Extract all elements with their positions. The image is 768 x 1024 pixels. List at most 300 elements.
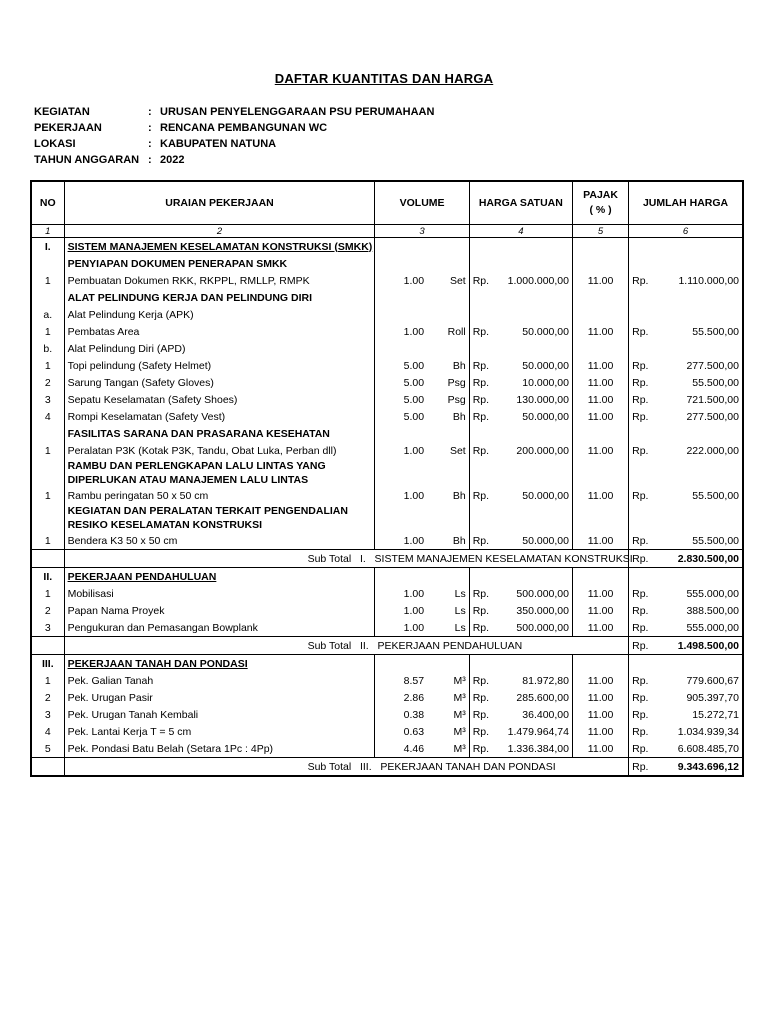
item-tax: 11.00 [572,487,628,504]
col-number: 3 [375,225,469,238]
currency-label: Rp. [632,489,649,502]
tax-cell [572,655,628,673]
price-cell [486,340,572,357]
item-description: Topi pelindung (Safety Helmet) [64,357,375,374]
item-unit: M³ [427,723,469,740]
item-number: 2 [31,689,64,706]
currency-label: Rp. [472,359,490,372]
section-title: PEKERJAAN PENDAHULUAN [64,568,375,586]
volume-cell [375,459,427,487]
item-volume: 5.00 [403,393,425,406]
item-unit: Set [427,442,469,459]
section-title: PEKERJAAN TANAH DAN PONDASI [64,655,375,673]
currency-label: Rp. [472,708,490,721]
currency-label: Rp. [632,376,649,389]
item-volume: 1.00 [403,489,425,502]
currency-cell [629,655,648,673]
item-description: Sepatu Keselamatan (Safety Shoes) [64,391,375,408]
subtotal-text: Sub Total [307,760,352,773]
tax-cell [572,289,628,306]
subtotal-amount: 2.830.500,00 [648,550,743,568]
item-row [31,672,743,689]
subtotal-amount: 1.498.500,00 [648,637,743,655]
item-unit: Bh [427,357,469,374]
item-tax: 11.00 [572,706,628,723]
volume-cell [375,568,427,586]
item-unit: Psg [427,374,469,391]
volume-cell [375,340,427,357]
currency-cell [469,655,486,673]
item-tax: 11.00 [572,442,628,459]
currency-cell [629,459,648,487]
group-description: FASILITAS SARANA DAN PRASARANA KESEHATAN [64,425,375,442]
item-volume: 1.00 [403,621,425,634]
currency-label: Rp. [632,359,649,372]
boq-table [30,180,744,777]
info-key: LOKASI [34,138,76,150]
currency-label: Rp. [472,742,490,755]
item-unit-price: 500.000,00 [486,585,572,602]
subtotal-amount: 9.343.696,12 [648,758,743,777]
volume-cell [375,306,427,323]
unit-cell [427,340,469,357]
item-description: Pek. Urugan Pasir [64,689,375,706]
item-unit: Bh [427,408,469,425]
column-number-row [31,225,743,238]
currency-cell [629,568,648,586]
item-unit-price: 50.000,00 [486,323,572,340]
item-unit: Ls [427,619,469,637]
info-colon: : [148,106,152,118]
col-number: 5 [572,225,628,238]
volume-cell [375,425,427,442]
price-cell [486,238,572,256]
volume-cell [375,255,427,272]
item-unit-price: 10.000,00 [486,374,572,391]
item-description: Rompi Keselamatan (Safety Vest) [64,408,375,425]
item-row [31,272,743,289]
item-row [31,740,743,758]
item-tax: 11.00 [572,391,628,408]
currency-cell [469,289,486,306]
header-uraian: URAIAN PEKERJAAN [64,181,375,225]
item-number: 1 [31,323,64,340]
header-no: NO [31,181,64,225]
item-unit: M³ [427,689,469,706]
currency-label: Rp. [629,758,648,777]
header-row [31,181,743,225]
subtotal-label [64,758,629,777]
tax-cell [572,504,628,532]
item-unit-price: 500.000,00 [486,619,572,637]
price-cell [486,504,572,532]
tax-cell [572,425,628,442]
group-description: Alat Pelindung Kerja (APK) [64,306,375,323]
item-row [31,602,743,619]
item-row [31,391,743,408]
currency-label: Rp. [472,393,490,406]
currency-label: Rp. [472,621,490,634]
currency-label: Rp. [632,410,649,423]
section-header-row [31,655,743,673]
item-unit-price: 50.000,00 [486,408,572,425]
item-unit-price: 1.479.964,74 [486,723,572,740]
currency-label: Rp. [472,725,490,738]
item-number: 1 [31,272,64,289]
item-description: Mobilisasi [64,585,375,602]
section-title: SISTEM MANAJEMEN KESELAMATAN KONSTRUKSI (SMKK) [64,238,375,256]
header-jumlah: JUMLAH HARGA [629,181,743,225]
total-cell [648,655,743,673]
tax-cell [572,255,628,272]
total-cell [648,306,743,323]
item-total: 721.500,00 [648,391,743,408]
currency-label: Rp. [632,691,649,704]
subtotal-row [31,550,743,568]
item-volume: 4.46 [403,742,425,755]
item-description: Sarung Tangan (Safety Gloves) [64,374,375,391]
currency-label: Rp. [632,725,649,738]
price-cell [486,655,572,673]
volume-cell [375,238,427,256]
item-volume: 1.00 [403,325,425,338]
item-unit: Bh [427,487,469,504]
info-colon: : [148,154,152,166]
currency-label: Rp. [472,325,490,338]
currency-label: Rp. [472,604,490,617]
currency-cell [629,289,648,306]
currency-label: Rp. [472,674,490,687]
item-unit: M³ [427,740,469,758]
item-tax: 11.00 [572,672,628,689]
item-volume: 5.00 [403,376,425,389]
subtotal-label [64,637,629,655]
currency-cell [469,504,486,532]
col-number: 4 [469,225,572,238]
total-cell [648,504,743,532]
item-tax: 11.00 [572,272,628,289]
item-number: b. [31,340,64,357]
item-total: 555.000,00 [648,585,743,602]
subtotal-text: Sub Total [307,552,352,565]
item-row [31,323,743,340]
unit-cell [427,655,469,673]
item-total: 15.272,71 [648,706,743,723]
item-unit: Set [427,272,469,289]
currency-cell [469,306,486,323]
item-number: 4 [31,723,64,740]
item-tax: 11.00 [572,602,628,619]
currency-label: Rp. [629,637,648,655]
subtotal-roman: I. [359,552,366,565]
currency-cell [469,238,486,256]
item-number: 1 [31,442,64,459]
item-number: 1 [31,585,64,602]
item-unit-price: 50.000,00 [486,487,572,504]
item-number: 3 [31,391,64,408]
item-number: 3 [31,619,64,637]
item-description: Pembatas Area [64,323,375,340]
currency-label: Rp. [472,534,490,547]
item-number: 2 [31,374,64,391]
info-row [34,104,434,120]
currency-cell [629,340,648,357]
price-cell [486,425,572,442]
item-total: 905.397,70 [648,689,743,706]
item-unit-price: 36.400,00 [486,706,572,723]
item-unit-price: 50.000,00 [486,357,572,374]
total-cell [648,340,743,357]
currency-label: Rp. [632,325,649,338]
item-description: Pengukuran dan Pemasangan Bowplank [64,619,375,637]
item-unit: M³ [427,672,469,689]
item-number: a. [31,306,64,323]
unit-cell [427,459,469,487]
tax-cell [572,459,628,487]
currency-label: Rp. [632,621,649,634]
item-number: 4 [31,408,64,425]
item-unit-price: 1.336.384,00 [486,740,572,758]
item-total: 1.034.939,34 [648,723,743,740]
item-number: 1 [31,532,64,550]
item-tax: 11.00 [572,619,628,637]
item-volume: 2.86 [403,691,425,704]
info-colon: : [148,122,152,134]
group-row [31,255,743,272]
section-header-row [31,238,743,256]
group-row [31,306,743,323]
info-colon: : [148,138,152,150]
item-unit-price: 81.972,80 [486,672,572,689]
item-row [31,532,743,550]
currency-cell [469,255,486,272]
item-total: 388.500,00 [648,602,743,619]
col-number: 1 [31,225,64,238]
section-header-row [31,568,743,586]
currency-cell [629,255,648,272]
currency-cell [629,306,648,323]
tax-cell [572,568,628,586]
item-total: 55.500,00 [648,323,743,340]
currency-label: Rp. [632,393,649,406]
info-value: 2022 [160,154,185,166]
currency-label: Rp. [472,274,490,287]
subtotal-roman: II. [359,639,369,652]
unit-cell [427,289,469,306]
item-volume: 1.00 [403,274,425,287]
header-pajak-label: PAJAK [583,189,618,201]
item-number: 1 [31,672,64,689]
info-key: KEGIATAN [34,106,90,118]
item-tax: 11.00 [572,408,628,425]
section-number: II. [31,568,64,586]
item-tax: 11.00 [572,740,628,758]
subtotal-name: SISTEM MANAJEMEN KESELAMATAN KONSTRUKSI [374,552,633,565]
unit-cell [427,255,469,272]
price-cell [486,568,572,586]
item-unit: Ls [427,585,469,602]
currency-cell [469,340,486,357]
currency-cell [469,425,486,442]
item-description: Rambu peringatan 50 x 50 cm [64,487,375,504]
col-number: 2 [64,225,375,238]
group-description: Alat Pelindung Diri (APD) [64,340,375,357]
item-total: 779.600,67 [648,672,743,689]
item-tax: 11.00 [572,723,628,740]
header-pajak [572,181,628,225]
subtotal-roman: III. [359,760,372,773]
section-number: I. [31,238,64,256]
header-volume: VOLUME [375,181,469,225]
info-value: URUSAN PENYELENGGARAAN PSU PERUMAHAAN [160,106,435,118]
item-number [31,504,64,532]
item-tax: 11.00 [572,323,628,340]
info-value: RENCANA PEMBANGUNAN WC [160,122,328,134]
group-description: ALAT PELINDUNG KERJA DAN PELINDUNG DIRI [64,289,375,306]
item-unit: Psg [427,391,469,408]
subtotal-blank [31,637,64,655]
item-row [31,374,743,391]
tax-cell [572,340,628,357]
info-row [34,120,434,136]
document-title: DAFTAR KUANTITAS DAN HARGA [274,71,494,86]
item-row [31,706,743,723]
item-volume: 1.00 [403,587,425,600]
item-volume: 1.00 [403,444,425,457]
currency-label: Rp. [472,587,490,600]
item-unit: Ls [427,602,469,619]
unit-cell [427,504,469,532]
item-number [31,425,64,442]
total-cell [648,568,743,586]
item-unit-price: 130.000,00 [486,391,572,408]
currency-cell [469,459,486,487]
tax-cell [572,306,628,323]
unit-cell [427,238,469,256]
price-cell [486,289,572,306]
item-number [31,255,64,272]
price-cell [486,255,572,272]
item-total: 555.000,00 [648,619,743,637]
info-value: KABUPATEN NATUNA [160,138,277,150]
currency-label: Rp. [632,587,649,600]
volume-cell [375,655,427,673]
item-volume: 0.63 [403,725,425,738]
group-description: RAMBU DAN PERLENGKAPAN LALU LINTAS YANG DIPERLUKAN ATAU MANAJEMEN LALU LINTAS [64,459,375,487]
total-cell [648,289,743,306]
unit-cell [427,425,469,442]
item-tax: 11.00 [572,374,628,391]
item-description: Pek. Galian Tanah [64,672,375,689]
item-total: 55.500,00 [648,532,743,550]
total-cell [648,425,743,442]
header-pajak-unit: ( % ) [589,204,612,216]
item-row [31,408,743,425]
item-number: 2 [31,602,64,619]
group-row [31,459,743,487]
item-volume: 5.00 [403,359,425,372]
item-tax: 11.00 [572,689,628,706]
item-number: 5 [31,740,64,758]
item-total: 222.000,00 [648,442,743,459]
group-description: KEGIATAN DAN PERALATAN TERKAIT PENGENDALIAN RESIKO KESELAMATAN KONSTRUKSI [64,504,375,532]
info-row [34,152,434,168]
item-number: 1 [31,357,64,374]
currency-label: Rp. [632,274,649,287]
item-number [31,289,64,306]
item-unit: M³ [427,706,469,723]
item-total: 6.608.485,70 [648,740,743,758]
info-key: PEKERJAAN [34,122,102,134]
currency-label: Rp. [632,674,649,687]
volume-cell [375,289,427,306]
currency-label: Rp. [472,691,490,704]
subtotal-label [64,550,633,568]
currency-cell [629,425,648,442]
item-tax: 11.00 [572,585,628,602]
group-row [31,289,743,306]
unit-cell [427,306,469,323]
item-unit: Bh [427,532,469,550]
currency-label: Rp. [632,604,649,617]
subtotal-text: Sub Total [307,639,352,652]
info-row [34,136,434,152]
item-volume: 0.38 [403,708,425,721]
currency-label: Rp. [472,489,490,502]
subtotal-row [31,758,743,777]
currency-label: Rp. [472,410,490,423]
item-description: Bendera K3 50 x 50 cm [64,532,375,550]
price-cell [486,459,572,487]
currency-label: Rp. [632,534,649,547]
item-unit: Roll [427,323,469,340]
group-row [31,504,743,532]
item-volume: 8.57 [403,674,425,687]
item-unit-price: 285.600,00 [486,689,572,706]
item-unit-price: 1.000.000,00 [486,272,572,289]
item-unit-price: 50.000,00 [486,532,572,550]
currency-label: Rp. [472,444,490,457]
item-row [31,442,743,459]
col-number: 6 [629,225,743,238]
item-volume: 1.00 [403,534,425,547]
subtotal-name: PEKERJAAN TANAH DAN PONDASI [380,760,556,773]
item-description: Pek. Lantai Kerja T = 5 cm [64,723,375,740]
item-row [31,487,743,504]
header-harga-satuan: HARGA SATUAN [469,181,572,225]
unit-cell [427,568,469,586]
info-key: TAHUN ANGGARAN [34,154,140,166]
section-number: III. [31,655,64,673]
currency-cell [629,504,648,532]
item-description: Pek. Urugan Tanah Kembali [64,706,375,723]
currency-label: Rp. [472,376,490,389]
item-row [31,619,743,637]
volume-cell [375,504,427,532]
item-total: 55.500,00 [648,487,743,504]
tax-cell [572,238,628,256]
subtotal-blank [31,550,64,568]
item-tax: 11.00 [572,532,628,550]
item-row [31,689,743,706]
item-volume: 5.00 [403,410,425,423]
item-row [31,585,743,602]
item-total: 1.110.000,00 [648,272,743,289]
item-description: Peralatan P3K (Kotak P3K, Tandu, Obat Luka, Perban dll) [64,442,375,459]
group-row [31,425,743,442]
currency-cell [469,568,486,586]
currency-label: Rp. [632,708,649,721]
